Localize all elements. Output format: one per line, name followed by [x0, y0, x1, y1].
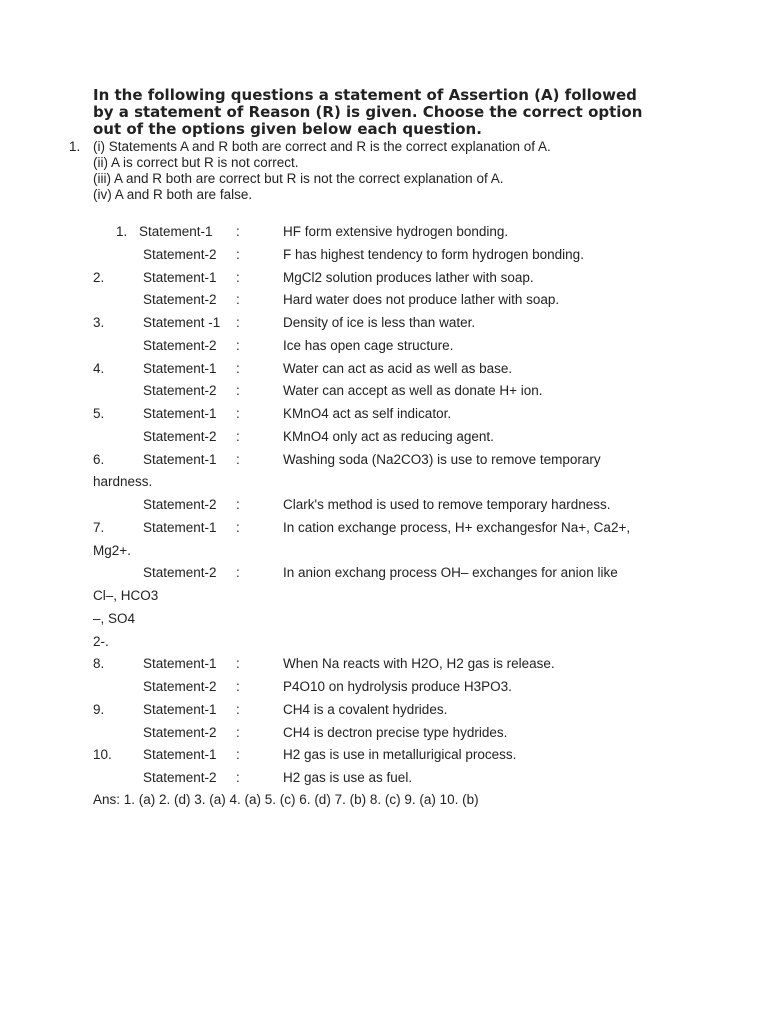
answer-key: Ans: 1. (a) 2. (d) 3. (a) 4. (a) 5. (c) 6. (d) 7. (b) 8. (c) 9. (a) 10. (b) [93, 792, 479, 807]
separator-colon: : [236, 406, 240, 421]
statement-1-label: Statement-1 [143, 519, 217, 535]
question-number: 10. [93, 747, 112, 763]
heading-line: by a statement of Reason (R) is given. Choose the correct option [93, 103, 643, 121]
separator-colon: : [236, 224, 240, 239]
statement-2-label: Statement-2 [143, 292, 217, 308]
option-item: (ii) A is correct but R is not correct. [93, 155, 299, 170]
option-item: (iii) A and R both are correct but R is not the correct explanation of A. [93, 171, 504, 186]
statement-2-label: Statement-2 [143, 428, 217, 444]
question-number: 7. [93, 519, 105, 535]
separator-colon: : [236, 724, 240, 740]
statement-2-text: Ice has open cage structure. [283, 337, 454, 353]
options-number: 1. [69, 139, 81, 154]
statement-1-continuation: hardness. [93, 474, 153, 490]
separator-colon: : [236, 451, 240, 467]
statement-2-continuation: 2-. [93, 633, 109, 649]
separator-colon: : [236, 428, 240, 444]
statement-2-continuation: –, SO4 [93, 610, 136, 626]
question-number: 6. [93, 451, 105, 467]
separator-colon: : [236, 701, 240, 717]
statement-2-text: Water can accept as well as donate H+ ion. [283, 383, 543, 399]
separator-colon: : [236, 269, 240, 285]
statement-1-text: KMnO4 act as self indicator. [283, 406, 452, 421]
statement-1-text: MgCl2 solution produces lather with soap. [283, 269, 534, 285]
statement-2-continuation: Cl–, HCO3 [93, 588, 159, 603]
statement-2-label: Statement-2 [143, 497, 217, 512]
statement-1-label: Statement-1 [143, 747, 217, 763]
heading-line: out of the options given below each question. [93, 120, 482, 138]
separator-colon: : [236, 679, 240, 694]
statement-1-text: Density of ice is less than water. [283, 315, 476, 330]
statement-1-continuation: Mg2+. [93, 542, 131, 558]
option-item: (iv) A and R both are false. [93, 187, 253, 202]
separator-colon: : [236, 770, 240, 785]
separator-colon: : [236, 383, 240, 399]
separator-colon: : [236, 292, 240, 308]
statement-2-text: CH4 is dectron precise type hydrides. [283, 724, 508, 740]
statement-1-label: Statement-1 [143, 406, 217, 421]
separator-colon: : [236, 360, 240, 376]
statement-2-text: F has highest tendency to form hydrogen bonding. [283, 246, 584, 262]
statement-1-label: Statement-1 [143, 701, 217, 717]
statement-2-label: Statement-2 [143, 337, 217, 353]
instructions-heading [93, 87, 693, 138]
question-number: 8. [93, 656, 105, 672]
statement-1-text: When Na reacts with H2O, H2 gas is release. [283, 656, 555, 672]
heading-line: In the following questions a statement of Assertion (A) followed [93, 86, 637, 104]
statement-1-text: HF form extensive hydrogen bonding. [283, 224, 509, 239]
statement-2-text: In anion exchang process OH– exchanges for anion like [283, 565, 618, 581]
question-number: 4. [93, 360, 105, 376]
statement-2-text: H2 gas is use as fuel. [283, 770, 413, 785]
statement-1-label: Statement -1 [143, 315, 221, 330]
statement-2-text: KMnO4 only act as reducing agent. [283, 428, 494, 444]
statement-1-label: Statement-1 [143, 656, 217, 672]
statement-1-text: Washing soda (Na2CO3) is use to remove temporary [283, 451, 601, 467]
statement-2-text: P4O10 on hydrolysis produce H3PO3. [283, 679, 512, 694]
statement-1-text: In cation exchange process, H+ exchangesfor Na+, Ca2+, [283, 519, 631, 535]
statement-1-label: Statement-1 [143, 269, 217, 285]
question-number: 2. [93, 269, 105, 285]
separator-colon: : [236, 565, 240, 581]
statement-2-label: Statement-2 [143, 383, 217, 399]
separator-colon: : [236, 246, 240, 262]
statement-2-text: Hard water does not produce lather with soap. [283, 292, 560, 308]
separator-colon: : [236, 497, 240, 512]
separator-colon: : [236, 315, 240, 330]
statement-2-label: Statement-2 [143, 724, 217, 740]
question-number: 3. [93, 315, 105, 330]
statement-2-label: Statement-2 [143, 565, 217, 581]
question-number: 5. [93, 406, 105, 421]
statement-2-label: Statement-2 [143, 679, 217, 694]
statement-1-text: CH4 is a covalent hydrides. [283, 701, 448, 717]
separator-colon: : [236, 656, 240, 672]
statement-1-text: Water can act as acid as well as base. [283, 360, 513, 376]
question-number: 1. [116, 224, 128, 239]
statement-1-label: Statement-1 [139, 224, 213, 239]
separator-colon: : [236, 337, 240, 353]
separator-colon: : [236, 747, 240, 763]
statement-2-label: Statement-2 [143, 770, 217, 785]
question-number: 9. [93, 701, 105, 717]
statement-2-text: Clark's method is used to remove temporary hardness. [283, 497, 611, 512]
separator-colon: : [236, 519, 240, 535]
statement-1-label: Statement-1 [143, 360, 217, 376]
statement-2-label: Statement-2 [143, 246, 217, 262]
statement-1-text: H2 gas is use in metallurigical process. [283, 747, 517, 763]
statement-1-label: Statement-1 [143, 451, 217, 467]
option-item: (i) Statements A and R both are correct and R is the correct explanation of A. [93, 139, 551, 154]
